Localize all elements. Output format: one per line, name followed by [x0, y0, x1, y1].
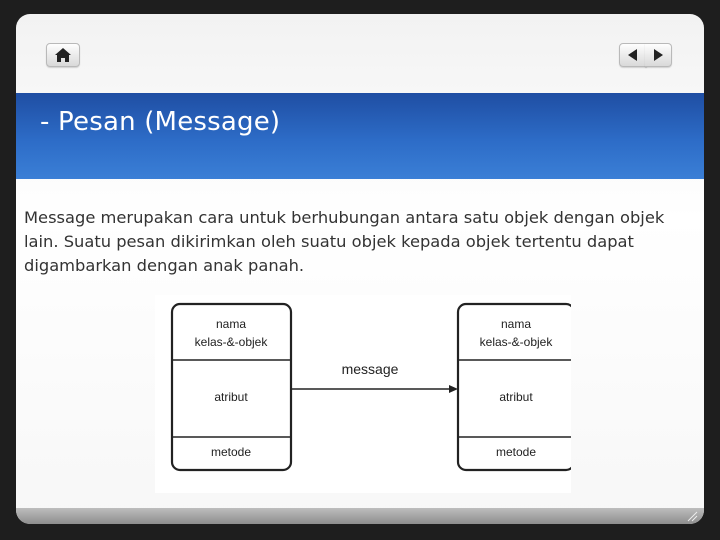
bottom-bar — [16, 508, 704, 524]
triangle-left-icon — [620, 44, 646, 66]
diagram-canvas — [155, 295, 571, 493]
body-paragraph: Message merupakan cara untuk berhubungan antara satu objek dengan objek lain. Suatu pesan dikirimkan oleh suatu objek kepada objek tertentu dapat digambarkan dengan anak panah. — [24, 208, 665, 275]
message-diagram — [155, 295, 571, 493]
left-object-attribute: atribut — [214, 390, 248, 404]
resize-grip-icon — [686, 510, 698, 522]
slide — [16, 14, 704, 524]
previous-slide-button[interactable] — [619, 43, 647, 67]
message-arrowhead — [449, 385, 458, 393]
left-object-name-line2: kelas-&-objek — [194, 335, 268, 349]
home-button[interactable] — [46, 43, 80, 67]
title-band — [16, 93, 704, 179]
slide-title: - Pesan (Message) — [40, 107, 281, 137]
triangle-right-icon — [645, 44, 671, 66]
right-object-name-line2: kelas-&-objek — [479, 335, 553, 349]
right-object-name-line1: nama — [500, 317, 532, 331]
left-object-name-line1: nama — [215, 317, 247, 331]
message-arrow-label: message — [341, 361, 399, 377]
right-object-method: metode — [495, 445, 537, 459]
next-slide-button[interactable] — [645, 43, 672, 67]
left-object-method: metode — [210, 445, 252, 459]
right-object-attribute: atribut — [499, 390, 533, 404]
home-icon — [47, 44, 79, 66]
